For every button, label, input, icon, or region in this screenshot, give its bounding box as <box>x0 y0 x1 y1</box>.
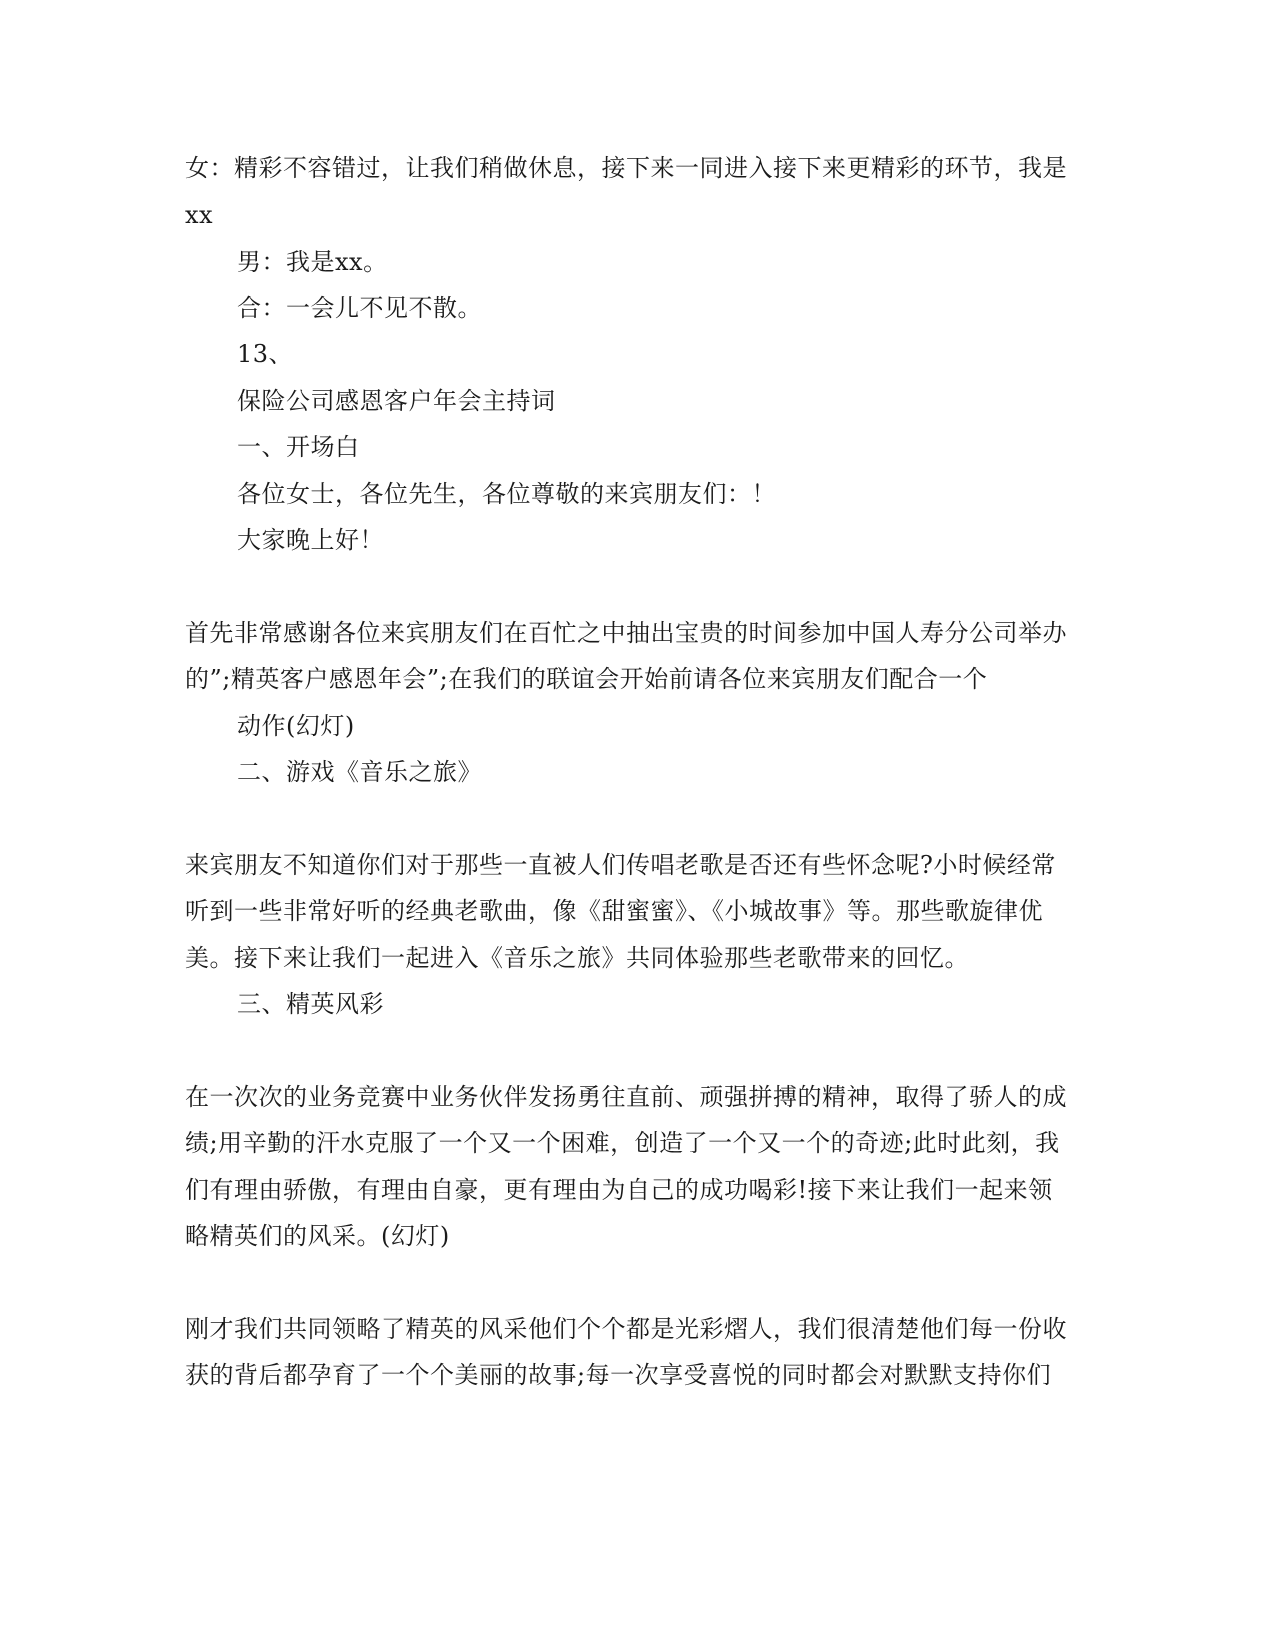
text-line: 绩;用辛勤的汗水克服了一个又一个困难，创造了一个又一个的奇迹;此时此刻，我 <box>185 1129 1060 1157</box>
text-line: 首先非常感谢各位来宾朋友们在百忙之中抽出宝贵的时间参加中国人寿分公司举办 <box>185 619 1067 647</box>
text-line: 听到一些非常好听的经典老歌曲，像《甜蜜蜜》、《小城故事》等。那些歌旋律优 <box>185 897 1043 925</box>
text-line: 合：一会儿不见不散。 <box>237 294 482 322</box>
text-line: 的”;精英客户感恩年会”;在我们的联谊会开始前请各位来宾朋友们配合一个 <box>185 665 988 693</box>
text-line: 各位女士，各位先生，各位尊敬的来宾朋友们：！ <box>237 480 776 508</box>
text-line: 获的背后都孕育了一个个美丽的故事;每一次享受喜悦的同时都会对默默支持你们 <box>185 1361 1052 1389</box>
text-line: 大家晚上好！ <box>237 526 384 554</box>
text-line: 略精英们的风采。(幻灯) <box>185 1222 450 1250</box>
text-line: 来宾朋友不知道你们对于那些一直被人们传唱老歌是否还有些怀念呢?小时候经常 <box>185 851 1056 879</box>
text-line: 们有理由骄傲，有理由自豪，更有理由为自己的成功喝彩!接下来让我们一起来领 <box>185 1176 1053 1204</box>
text-line: 女：精彩不容错过，让我们稍做休息，接下来一同进入接下来更精彩的环节，我是 <box>185 154 1067 182</box>
section-heading: 三、精英风彩 <box>237 990 384 1018</box>
text-line: 男：我是xx。 <box>237 248 388 276</box>
section-heading: 一、开场白 <box>237 433 360 461</box>
text-line: 刚才我们共同领略了精英的风采他们个个都是光彩熠人，我们很清楚他们每一份收 <box>185 1315 1067 1343</box>
section-title: 保险公司感恩客户年会主持词 <box>237 387 556 415</box>
text-line: xx <box>185 201 214 229</box>
text-line: 13、 <box>237 340 294 368</box>
text-line: 美。接下来让我们一起进入《音乐之旅》共同体验那些老歌带来的回忆。 <box>185 944 969 972</box>
section-heading: 二、游戏《音乐之旅》 <box>237 758 482 786</box>
text-line: 动作(幻灯) <box>237 712 355 740</box>
text-line: 在一次次的业务竞赛中业务伙伴发扬勇往直前、顽强拼搏的精神，取得了骄人的成 <box>185 1083 1067 1111</box>
